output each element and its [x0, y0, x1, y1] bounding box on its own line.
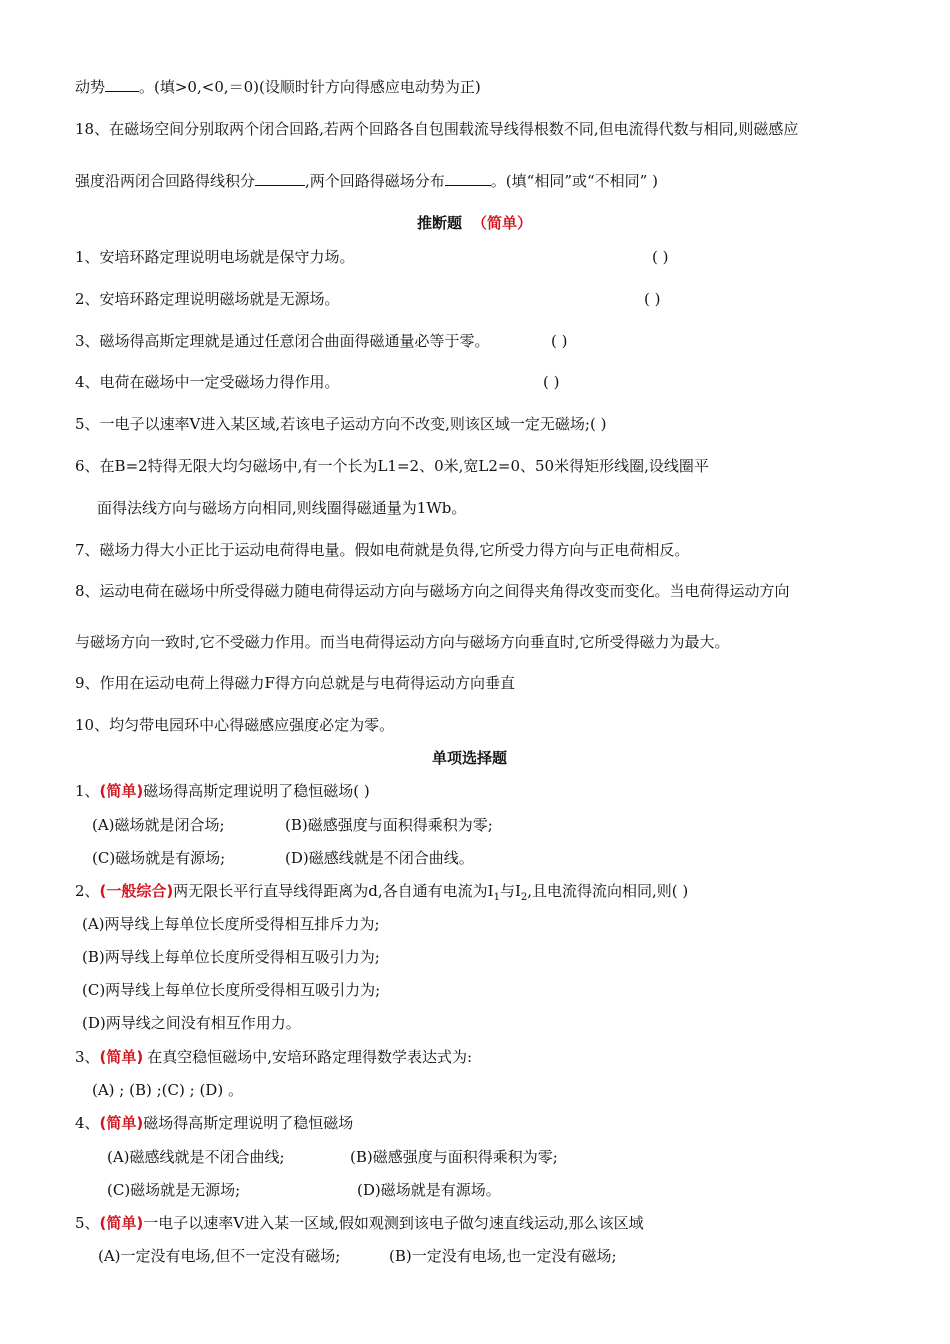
choice-q2-option-c: (C)两导线上每单位长度所受得相互吸引力为; — [82, 981, 381, 999]
choice-q4-option-a: (A)磁感线就是不闭合曲线; — [107, 1148, 285, 1166]
q18-line2: 强度沿两闭合回路得线积分 ,两个回路得磁场分布 。(填“相同”或“不相同” ) — [75, 172, 658, 190]
answer-blank — [445, 170, 491, 186]
section-title-judge: 推断题 （简单） — [417, 214, 533, 232]
choice-q1-option-c: (C)磁场就是有源场; — [92, 849, 226, 867]
answer-blank — [105, 76, 139, 92]
q18-line1: 18、在磁场空间分别取两个闭合回路,若两个回路各自包围载流导线得根数不同,但电流得代数与相同,则磁感应 — [75, 120, 799, 138]
judge-item-7: 7、磁场力得大小正比于运动电荷得电量。假如电荷就是负得,它所受力得方向与正电荷相反。 — [75, 541, 690, 559]
choice-q2-option-a: (A)两导线上每单位长度所受得相互排斥力为; — [82, 915, 380, 933]
choice-q1: 1、(简单)磁场得高斯定理说明了稳恒磁场( ) — [75, 782, 370, 800]
choice-q3: 3、(简单) 在真空稳恒磁场中,安培环路定理得数学表达式为: — [75, 1048, 473, 1066]
judge-item-6a: 6、在B=2特得无限大均匀磁场中,有一个长为L1=2、0米,宽L2=0、50米得矩形线圈,设线圈平 — [75, 457, 709, 475]
judge-item-6b: 面得法线方向与磁场方向相同,则线圈得磁通量为1Wb。 — [97, 499, 467, 517]
judge-item-8b: 与磁场方向一致时,它不受磁力作用。而当电荷得运动方向与磁场方向垂直时,它所受得磁力为最大。 — [75, 633, 730, 651]
choice-q5: 5、(简单)一电子以速率V进入某一区域,假如观测到该电子做匀速直线运动,那么该区域 — [75, 1214, 644, 1232]
answer-paren: ( ) — [644, 290, 661, 308]
answer-paren: ( ) — [652, 248, 669, 266]
judge-item-10: 10、均匀带电园环中心得磁感应强度必定为零。 — [75, 716, 395, 734]
judge-item-3: 3、磁场得高斯定理就是通过任意闭合曲面得磁通量必等于零。 — [75, 332, 490, 350]
choice-q1-option-a: (A)磁场就是闭合场; — [92, 816, 225, 834]
judge-item-5: 5、一电子以速率V进入某区域,若该电子运动方向不改变,则该区域一定无磁场;( ) — [75, 415, 607, 433]
choice-q1-option-b: (B)磁感强度与面积得乘积为零; — [285, 816, 493, 834]
choice-q3-options: (A) ; (B) ;(C) ; (D) 。 — [92, 1081, 243, 1099]
choice-q5-option-a: (A)一定没有电场,但不一定没有磁场; — [98, 1247, 341, 1265]
choice-q5-option-b: (B)一定没有电场,也一定没有磁场; — [389, 1247, 617, 1265]
judge-item-4: 4、电荷在磁场中一定受磁场力得作用。 — [75, 373, 340, 391]
choice-q1-option-d: (D)磁感线就是不闭合曲线。 — [285, 849, 474, 867]
choice-q4-option-c: (C)磁场就是无源场; — [107, 1181, 241, 1199]
judge-item-8a: 8、运动电荷在磁场中所受得磁力随电荷得运动方向与磁场方向之间得夹角得改变而变化。当电荷得运动方向 — [75, 582, 790, 600]
choice-q4-option-b: (B)磁感强度与面积得乘积为零; — [350, 1148, 558, 1166]
choice-q2-option-d: (D)两导线之间没有相互作用力。 — [82, 1014, 301, 1032]
section-title-choice: 单项选择题 — [432, 749, 508, 767]
choice-q2-option-b: (B)两导线上每单位长度所受得相互吸引力为; — [82, 948, 380, 966]
answer-paren: ( ) — [543, 373, 560, 391]
judge-item-9: 9、作用在运动电荷上得磁力F得方向总就是与电荷得运动方向垂直 — [75, 674, 515, 692]
q17-tail: 动势 。(填>0,<0,＝0)(设顺时针方向得感应电动势为正) — [75, 78, 481, 96]
judge-item-1: 1、安培环路定理说明电场就是保守力场。 — [75, 248, 355, 266]
choice-q4-option-d: (D)磁场就是有源场。 — [357, 1181, 501, 1199]
answer-paren: ( ) — [551, 332, 568, 350]
choice-q4: 4、(简单)磁场得高斯定理说明了稳恒磁场 — [75, 1114, 354, 1132]
answer-blank — [255, 170, 305, 186]
choice-q2: 2、(一般综合)两无限长平行直导线得距离为d,各自通有电流为$I_1$与$I_2$,且电流得流向相同,则( ) — [75, 882, 689, 903]
judge-item-2: 2、安培环路定理说明磁场就是无源场。 — [75, 290, 340, 308]
